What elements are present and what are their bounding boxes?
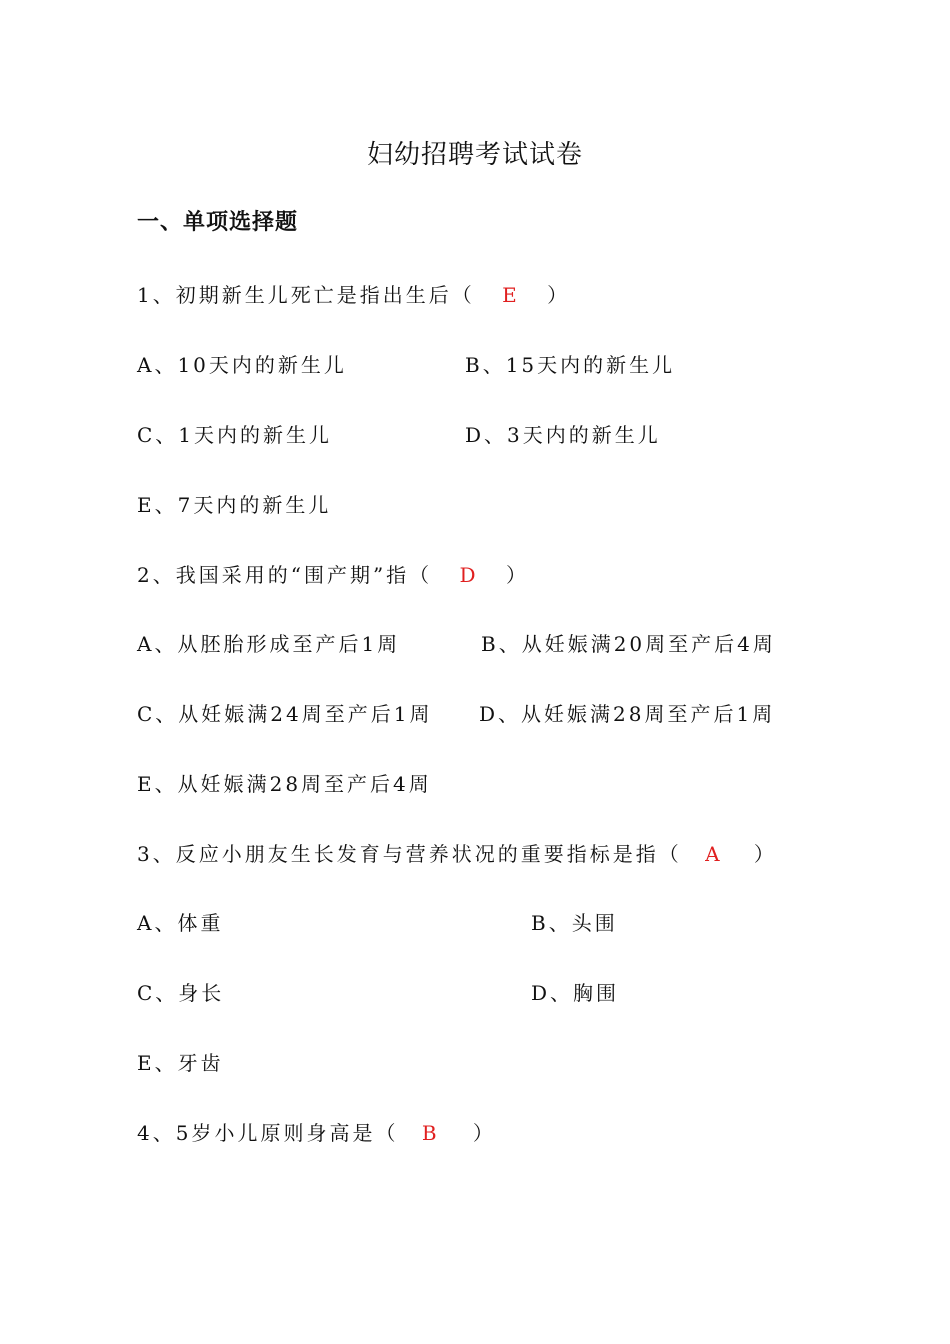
question-1-stem <box>137 279 570 308</box>
option-a: A、体重 <box>137 911 224 935</box>
question-close: ） <box>753 842 777 866</box>
option-d: D、3天内的新生儿 <box>465 423 661 447</box>
question-close: ） <box>472 1121 496 1145</box>
question-stem-text: 2、我国采用的“围产期”指（ <box>137 563 433 587</box>
option-a: A、10天内的新生儿 <box>137 353 347 377</box>
section-heading: 一、单项选择题 <box>137 210 299 235</box>
answer-mark: B <box>421 1121 440 1145</box>
option-d: D、胸围 <box>531 981 620 1005</box>
question-stem-text: 1、初期新生儿死亡是指出生后（ <box>137 283 475 307</box>
answer-mark: A <box>705 842 723 866</box>
option-c: C、身长 <box>137 981 225 1005</box>
option-e: E、牙齿 <box>137 1051 224 1075</box>
page-title: 妇幼招聘考试试卷 <box>366 140 583 170</box>
question-stem-text: 4、5岁小儿原则身高是（ <box>137 1121 399 1145</box>
option-b: B、15天内的新生儿 <box>465 353 676 377</box>
option-e: E、从妊娠满28周至产后4周 <box>137 772 432 796</box>
option-c: C、从妊娠满24周至产后1周 <box>137 702 433 726</box>
question-close: ） <box>505 563 529 587</box>
question-stem-text: 3、反应小朋友生长发育与营养状况的重要指标是指（ <box>137 842 682 866</box>
question-3-stem <box>137 838 777 867</box>
question-close: ） <box>547 283 571 307</box>
option-b: B、头围 <box>531 911 618 935</box>
option-a: A、从胚胎形成至产后1周 <box>137 632 401 656</box>
option-b: B、从妊娠满20周至产后4周 <box>481 632 776 656</box>
option-e: E、7天内的新生儿 <box>137 493 332 517</box>
option-c: C、1天内的新生儿 <box>137 423 333 447</box>
answer-mark: E <box>502 283 520 307</box>
question-4-stem <box>137 1117 496 1146</box>
answer-mark: D <box>459 563 479 587</box>
question-2-stem <box>137 559 529 588</box>
option-d: D、从妊娠满28周至产后1周 <box>479 702 776 726</box>
